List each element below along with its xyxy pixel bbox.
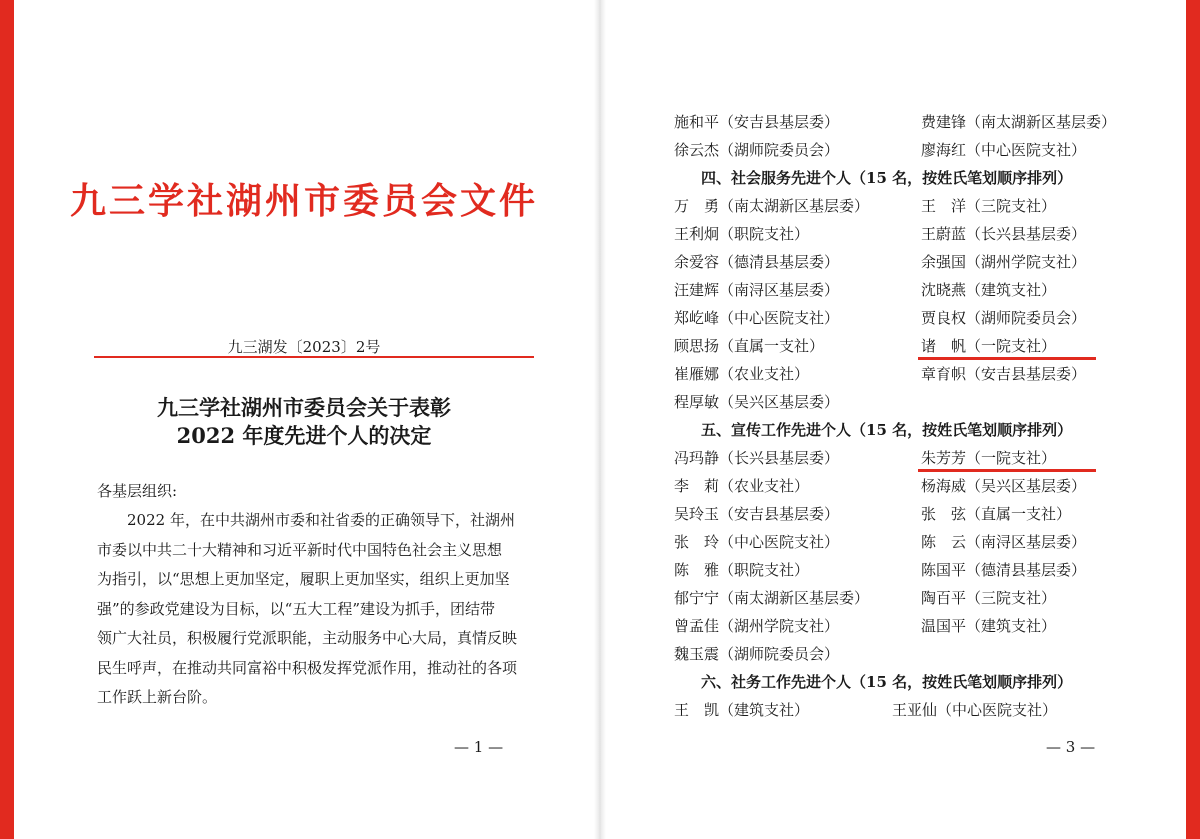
awardee-left: 程厚敏（吴兴区基层委） (674, 393, 840, 411)
awardee-left: 陈 雅（职院支社） (674, 561, 810, 579)
decision-title-line-1: 九三学社湖州市委员会关于表彰 (157, 395, 451, 420)
red-separator-line (94, 356, 534, 358)
page-gutter (594, 0, 606, 839)
decision-title-line-2: 2022 年度先进个人的决定 (176, 423, 432, 448)
left-red-margin (0, 0, 14, 839)
awardee-left: 顾思扬（直属一支社） (674, 337, 825, 355)
awardee-right: 温国平（建筑支社） (921, 617, 1057, 635)
awardee-right: 廖海红（中心医院支社） (921, 141, 1087, 159)
awardee-left: 魏玉震（湖师院委员会） (674, 645, 840, 663)
awardee-right: 诸 帆（一院支社） (921, 337, 1057, 355)
page-number: — 1 — (454, 738, 504, 756)
section-heading: 五、宣传工作先进个人（15 名，按姓氏笔划顺序排列） (701, 421, 1073, 439)
awardee-right: 朱芳芳（一院支社） (921, 449, 1057, 467)
awardee-right: 贾良权（湖师院委员会） (921, 309, 1087, 327)
body-line: 为指引，以“思想上更加坚定，履职上更加坚实，组织上更加坚 (97, 570, 510, 588)
body-line: 领广大社员，积极履行党派职能，主动服务中心大局，真情反映 (97, 629, 518, 647)
body-line: 工作跃上新台阶。 (97, 688, 218, 706)
awardee-left: 李 莉（农业支社） (674, 477, 810, 495)
awardee-left: 张 玲（中心医院支社） (674, 533, 840, 551)
red-highlight-underline (918, 469, 1096, 472)
body-line: 2022 年，在中共湖州市委和社省委的正确领导下，社湖州 (97, 511, 515, 529)
page-1 (14, 0, 594, 839)
awardee-right: 王 洋（三院支社） (921, 197, 1057, 215)
awardee-right: 章育帜（安吉县基层委） (921, 365, 1087, 383)
document-header-title: 九三学社湖州市委员会文件 (69, 180, 538, 222)
right-red-margin (1186, 0, 1200, 839)
body-line: 民生呼声，在推动共同富裕中积极发挥党派作用，推动社的各项 (97, 658, 518, 677)
section-heading: 六、社务工作先进个人（15 名，按姓氏笔划顺序排列） (701, 673, 1073, 691)
awardee-left: 冯玛静（长兴县基层委） (674, 449, 840, 467)
body-line: 市委以中共二十大精神和习近平新时代中国特色社会主义思想 (97, 540, 503, 559)
awardee-left: 王利炯（职院支社） (674, 225, 810, 243)
awardee-right: 沈晓燕（建筑支社） (921, 281, 1057, 299)
awardee-right: 杨海威（吴兴区基层委） (921, 477, 1087, 495)
awardee-left: 万 勇（南太湖新区基层委） (674, 197, 870, 215)
body-line: 强”的参政党建设为目标，以“五大工程”建设为抓手，团结带 (97, 599, 496, 618)
awardee-left: 崔雁娜（农业支社） (674, 365, 810, 383)
awardee-left: 吴玲玉（安吉县基层委） (674, 505, 840, 523)
awardee-right: 陈国平（德清县基层委） (921, 561, 1087, 579)
awardee-left: 徐云杰（湖师院委员会） (674, 141, 840, 159)
awardee-right: 陈 云（南浔区基层委） (921, 533, 1087, 551)
awardee-right: 王蔚蓝（长兴县基层委） (921, 225, 1087, 243)
awardee-right: 费建锋（南太湖新区基层委） (921, 113, 1117, 131)
document-number: 九三湖发〔2023〕2号 (227, 338, 381, 356)
addressee: 各基层组织: (97, 482, 178, 500)
page-3 (606, 0, 1186, 839)
awardee-left: 王 凯（建筑支社） (674, 701, 810, 719)
section-heading: 四、社会服务先进个人（15 名，按姓氏笔划顺序排列） (701, 169, 1073, 187)
awardee-left: 施和平（安吉县基层委） (674, 113, 840, 131)
red-highlight-underline (918, 357, 1096, 360)
page-number: — 3 — (1046, 738, 1096, 756)
awardee-right: 王亚仙（中心医院支社） (892, 701, 1058, 719)
awardee-left: 郑屹峰（中心医院支社） (674, 309, 840, 327)
awardee-left: 曾孟佳（湖州学院支社） (674, 617, 840, 635)
awardee-right: 陶百平（三院支社） (921, 589, 1057, 607)
awardee-right: 余强国（湖州学院支社） (921, 253, 1087, 271)
awardee-right: 张 弦（直属一支社） (921, 505, 1072, 523)
awardee-left: 余爱容（德清县基层委） (674, 253, 840, 271)
awardee-left: 汪建辉（南浔区基层委） (674, 281, 840, 299)
awardee-left: 郁宁宁（南太湖新区基层委） (674, 589, 870, 607)
